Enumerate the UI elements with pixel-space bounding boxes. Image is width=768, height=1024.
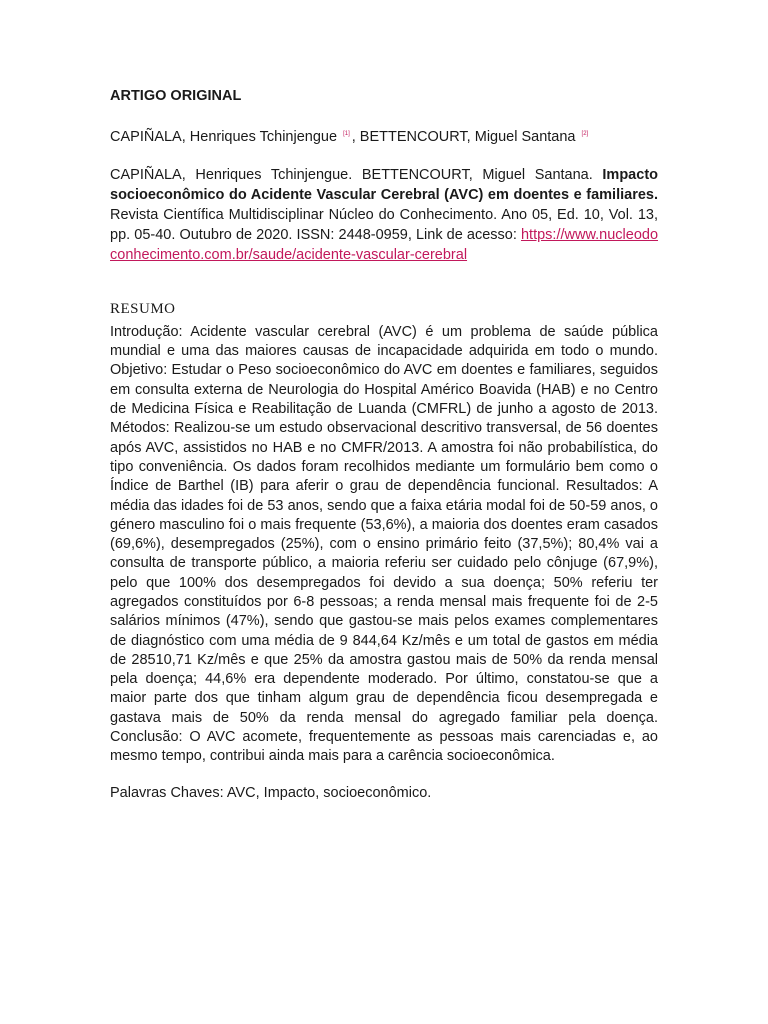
author-separator: , xyxy=(351,128,356,145)
citation-title: Impacto socioeconômico do Acidente Vascular Cerebral (AVC) em doentes e familiares. xyxy=(110,166,658,203)
citation-authors: CAPIÑALA, Henriques Tchinjengue. BETTENCOURT, Miguel Santana. xyxy=(110,166,593,183)
author-1-footnote-link[interactable]: [1] xyxy=(343,131,350,137)
article-page xyxy=(110,86,658,803)
citation-link[interactable]: https://www.nucleodoconhecimento.com.br/saude/acidente-vascular-cerebral xyxy=(110,226,659,263)
citation-details: Revista Científica Multidisciplinar Núcleo do Conhecimento. Ano 05, Ed. 10, Vol. 13, pp. 05-40. Outubro de 2020. ISSN: 2448-0959, Link de acesso: xyxy=(110,206,658,243)
author-line xyxy=(110,124,658,147)
keywords-line: Palavras Chaves: AVC, Impacto, socioeconômico. xyxy=(110,784,432,801)
article-type-label: ARTIGO ORIGINAL xyxy=(110,88,242,104)
author-1-name: CAPIÑALA, Henriques Tchinjengue xyxy=(110,128,338,145)
abstract-text: Introdução: Acidente vascular cerebral (AVC) é um problema de saúde pública mundial e uma das maiores causas de incapacidade adquirida em todo o mundo. Objetivo: Estudar o Peso socioeconômico do AVC em doentes e familiares, seguidos em consulta externa de Neurologia do Hospital Américo Boavida (HAB) e no Centro de Medicina Física e Reabilitação de Luanda (CMFRL) de junho a agosto de 2013. Métodos: Realizou-se um estudo observacional descritivo transversal, de 56 doentes após AVC, assistidos no HAB e no CMFR/2013. A amostra foi não probabilística, do tipo conveniência. Os dados foram recolhidos mediante um formulário bem como o Índice de Barthel (IB) para aferir o grau de dependência funcional. Resultados: A média das idades foi de 53 anos, sendo que a faixa etária modal foi de 50-59 anos, o género masculino foi o mais frequente (53,6%), a maioria dos doentes eram casados (69,6%), desempregados (25%), com o ensino primário feito (37,5%); 80,4% vai a consulta de transporte público, a maioria referiu ser cuidado pelo cônjuge (67,9%), pelo que 100% dos desempregados foi devido a sua doença; 50% referiu ter agregados constituídos por 6-8 pessoas; a renda mensal mais frequente foi de 2-5 salários mínimos (47%), sendo que gastou-se mais pelos exames complementares de diagnóstico com uma média de 9 844,64 Kz/mês e um total de gastos em média de 28510,71 Kz/mês e que 25% da amostra gastou mais de 50% da renda mensal pela doença; 44,6% era dependente moderado. Por último, constatou-se que a maior parte dos que tinham algum grau de dependência ficou desempregada e gastava mais de 50% da renda mensal do agregado familiar pela doença. Conclusão: O AVC acomete, frequentemente as pessoas mais carenciadas e, ao mesmo tempo, contribui ainda mais para a carência socioeconômica. xyxy=(110,323,658,765)
citation-block xyxy=(110,165,658,265)
abstract-heading: RESUMO xyxy=(110,300,176,317)
author-2-name: BETTENCOURT, Miguel Santana xyxy=(359,128,576,145)
author-2-footnote-link[interactable]: [2] xyxy=(581,131,589,137)
